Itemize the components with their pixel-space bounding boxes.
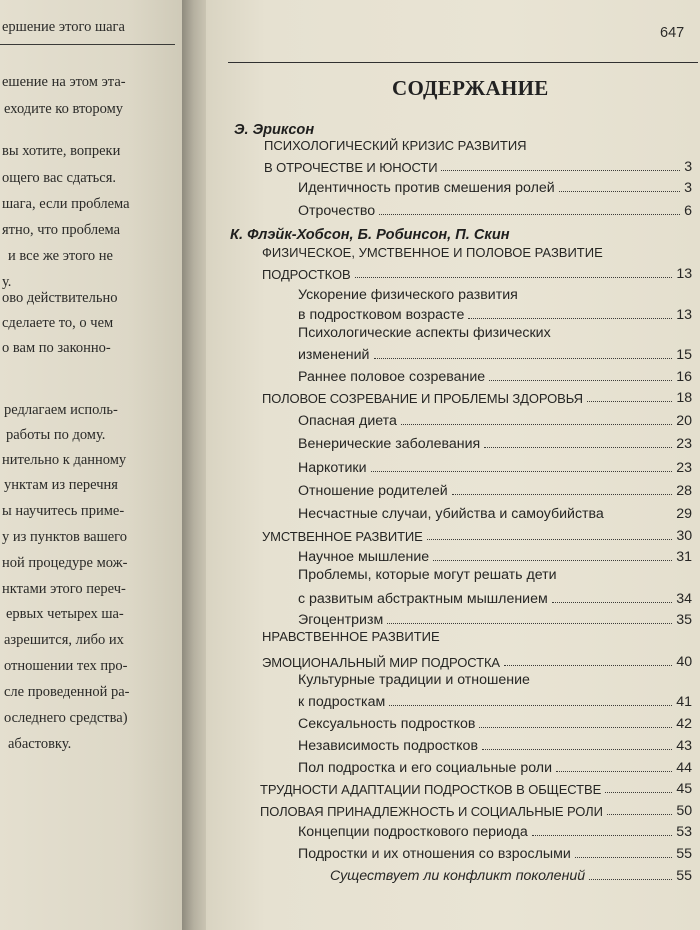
toc-entry bbox=[298, 479, 692, 499]
toc-page: 3 bbox=[684, 180, 692, 196]
toc-page: 13 bbox=[676, 307, 692, 323]
toc-entry bbox=[298, 842, 692, 862]
toc-entry-label: Пол подростка и его социальные роли bbox=[298, 760, 553, 776]
toc-entry bbox=[264, 155, 692, 175]
toc-entry-label: Подростки и их отношения со взрослыми bbox=[298, 846, 571, 862]
dot-leader bbox=[552, 602, 672, 603]
toc-entry-label: ПОДРОСТКОВ bbox=[262, 267, 351, 282]
toc-entry-label: Наркотики bbox=[298, 460, 367, 476]
toc-entry bbox=[262, 262, 692, 282]
toc-page: 41 bbox=[676, 694, 692, 710]
toc-entry bbox=[298, 432, 692, 452]
toc-page: 35 bbox=[676, 612, 692, 628]
toc-entry bbox=[262, 524, 692, 544]
dot-leader bbox=[374, 358, 673, 359]
toc-entry-label: ЭМОЦИОНАЛЬНЫЙ МИР ПОДРОСТКА bbox=[262, 655, 500, 670]
toc-entry-label: Опасная диета bbox=[298, 413, 397, 429]
dot-leader bbox=[587, 401, 673, 402]
left-text-line: нительно к данному bbox=[2, 452, 127, 468]
toc-entry bbox=[262, 650, 692, 670]
toc-entry-label: Существует ли конфликт поколений bbox=[330, 868, 586, 884]
toc-entry-label: в подростковом возрасте bbox=[298, 307, 465, 323]
toc-page: 23 bbox=[676, 460, 692, 476]
left-text-line: ово действительно bbox=[2, 290, 118, 306]
dot-leader bbox=[355, 277, 673, 278]
toc-entry-label: Независимость подростков bbox=[298, 738, 478, 754]
toc-page: 31 bbox=[676, 549, 692, 565]
left-text-line: сделаете то, о чем bbox=[2, 315, 114, 331]
toc-entry bbox=[298, 365, 692, 385]
dot-leader bbox=[371, 471, 673, 472]
toc-entry-label: Психологические аспекты физических bbox=[298, 325, 551, 341]
left-text-line: отношении тех про- bbox=[4, 658, 128, 674]
dot-leader bbox=[605, 792, 672, 793]
toc-entry-label: Эгоцентризм bbox=[298, 612, 384, 628]
left-text-line: у из пунктов вашего bbox=[2, 529, 128, 545]
dot-leader bbox=[468, 318, 672, 319]
toc-entry bbox=[298, 545, 692, 565]
page-number: 647 bbox=[660, 25, 685, 41]
dot-leader bbox=[559, 191, 680, 192]
left-text-line: работы по дому. bbox=[6, 427, 106, 443]
toc-entry bbox=[262, 386, 692, 406]
toc-entry-label: Раннее половое созревание bbox=[298, 369, 486, 385]
left-text-line: ной процедуре мож- bbox=[2, 555, 128, 571]
dot-leader bbox=[479, 727, 672, 728]
toc-entry bbox=[298, 690, 692, 710]
toc-entry-label: Проблемы, которые могут решать дети bbox=[298, 567, 557, 583]
toc-page: 55 bbox=[676, 846, 692, 862]
dot-leader bbox=[607, 814, 673, 815]
toc-section-heading: ПСИХОЛОГИЧЕСКИЙ КРИЗИС РАЗВИТИЯ bbox=[264, 138, 527, 153]
left-text-line: сле проведенной ра- bbox=[4, 684, 130, 700]
toc-entry-label: Отношение родителей bbox=[298, 483, 448, 499]
left-text-line: абастовку. bbox=[8, 736, 72, 752]
left-page bbox=[0, 0, 182, 930]
toc-page: 50 bbox=[676, 803, 692, 819]
toc-section-heading: ФИЗИЧЕСКОЕ, УМСТВЕННОЕ И ПОЛОВОЕ РАЗВИТИЕ bbox=[262, 245, 603, 260]
toc-entry bbox=[298, 756, 692, 776]
left-text-line: азрешится, либо их bbox=[4, 632, 124, 648]
dot-leader bbox=[401, 424, 672, 425]
toc-entry bbox=[298, 343, 692, 363]
toc-page: 13 bbox=[676, 266, 692, 282]
toc-entry-label: Сексуальность подростков bbox=[298, 716, 476, 732]
dot-leader bbox=[504, 665, 672, 666]
toc-entry bbox=[298, 303, 692, 323]
toc-entry bbox=[260, 777, 692, 797]
toc-page: 34 bbox=[676, 591, 692, 607]
toc-page: 44 bbox=[676, 760, 692, 776]
toc-entry-label: ПОЛОВАЯ ПРИНАДЛЕЖНОСТЬ И СОЦИАЛЬНЫЕ РОЛИ bbox=[260, 804, 603, 819]
toc-page: 42 bbox=[676, 716, 692, 732]
toc-page: 53 bbox=[676, 824, 692, 840]
toc-entry-label: В ОТРОЧЕСТВЕ И ЮНОСТИ bbox=[264, 160, 438, 175]
toc-entry-label: изменений bbox=[298, 347, 370, 363]
toc-entry-label: Несчастные случаи, убийства и самоубийства bbox=[298, 506, 604, 522]
toc-page: 6 bbox=[684, 203, 692, 219]
dot-leader bbox=[575, 857, 672, 858]
toc-entry-label: Научное мышление bbox=[298, 549, 430, 565]
dot-leader bbox=[452, 494, 673, 495]
toc-page: 43 bbox=[676, 738, 692, 754]
toc-entry-label: Венерические заболевания bbox=[298, 436, 481, 452]
toc-entry bbox=[330, 864, 692, 884]
toc-entry bbox=[298, 712, 692, 732]
toc-entry bbox=[298, 587, 692, 607]
toc-entry-label: Ускорение физического развития bbox=[298, 287, 518, 303]
dot-leader bbox=[482, 749, 672, 750]
left-text-line: и все же этого не bbox=[8, 248, 113, 264]
left-text-line: ешение на этом эта- bbox=[2, 74, 126, 90]
left-text-line: шага, если проблема bbox=[2, 196, 130, 212]
toc-author: К. Флэйк-Хобсон, Б. Робинсон, П. Скин bbox=[230, 227, 510, 243]
left-text-line: у. bbox=[2, 274, 12, 290]
left-text-line: ятно, что проблема bbox=[2, 222, 121, 238]
left-text-line: оследнего средства) bbox=[4, 710, 128, 726]
toc-page: 55 bbox=[676, 868, 692, 884]
dot-leader bbox=[389, 705, 672, 706]
toc-title: СОДЕРЖАНИЕ bbox=[392, 76, 549, 100]
toc-page: 16 bbox=[676, 369, 692, 385]
toc-page: 45 bbox=[676, 781, 692, 797]
toc-page: 3 bbox=[684, 159, 692, 175]
dot-leader bbox=[433, 560, 672, 561]
book-gutter bbox=[182, 0, 208, 930]
toc-entry bbox=[298, 409, 692, 429]
toc-entry-label: Отрочество bbox=[298, 203, 376, 219]
left-text-line: редлагаем исполь- bbox=[4, 402, 118, 418]
toc-page: 28 bbox=[676, 483, 692, 499]
dot-leader bbox=[379, 214, 680, 215]
toc-entry bbox=[298, 456, 692, 476]
toc-entry bbox=[298, 734, 692, 754]
dot-leader bbox=[484, 447, 672, 448]
dot-leader bbox=[387, 623, 672, 624]
toc-entry-label: Идентичность против смешения ролей bbox=[298, 180, 555, 196]
dot-leader bbox=[489, 380, 672, 381]
right-page bbox=[206, 0, 700, 930]
toc-entry-label: с развитым абстрактным мышлением bbox=[298, 591, 548, 607]
toc-section-heading: НРАВСТВЕННОЕ РАЗВИТИЕ bbox=[262, 629, 440, 644]
left-text-line: еходите ко второму bbox=[4, 101, 124, 117]
left-text-line: ощего вас сдаться. bbox=[2, 170, 117, 186]
toc-entry-label: Культурные традиции и отношение bbox=[298, 672, 530, 688]
toc-entry bbox=[298, 176, 692, 196]
left-text-line: о вам по законно- bbox=[2, 340, 111, 356]
left-header-rule bbox=[0, 44, 175, 45]
toc-page: 23 bbox=[676, 436, 692, 452]
toc-page: 30 bbox=[676, 528, 692, 544]
toc-entry bbox=[260, 799, 692, 819]
toc-entry bbox=[298, 608, 692, 628]
toc-author: Э. Эриксон bbox=[234, 122, 315, 138]
dot-leader bbox=[556, 771, 672, 772]
toc-entry bbox=[298, 502, 692, 522]
toc-entry-label: Концепции подросткового периода bbox=[298, 824, 528, 840]
toc-entry-label: УМСТВЕННОЕ РАЗВИТИЕ bbox=[262, 529, 423, 544]
toc-entry bbox=[298, 199, 692, 219]
toc-page: 18 bbox=[676, 390, 692, 406]
toc-page: 40 bbox=[676, 654, 692, 670]
dot-leader bbox=[532, 835, 673, 836]
dot-leader bbox=[441, 170, 680, 171]
dot-leader bbox=[427, 539, 673, 540]
toc-page: 15 bbox=[676, 347, 692, 363]
toc-entry-label: к подросткам bbox=[298, 694, 386, 710]
toc-page: 20 bbox=[676, 413, 692, 429]
dot-leader bbox=[589, 879, 672, 880]
toc-entry-label: ПОЛОВОЕ СОЗРЕВАНИЕ И ПРОБЛЕМЫ ЗДОРОВЬЯ bbox=[262, 391, 583, 406]
left-text-line: вы хотите, вопреки bbox=[2, 143, 121, 159]
table-of-contents bbox=[206, 0, 700, 930]
toc-entry bbox=[298, 820, 692, 840]
left-text-line: ы научитесь приме- bbox=[2, 503, 125, 519]
toc-page: 29 bbox=[676, 506, 692, 522]
left-text-line: ершение этого шага bbox=[2, 19, 125, 35]
left-text-line: ервых четырех ша- bbox=[6, 606, 124, 622]
left-text-line: унктам из перечня bbox=[4, 477, 118, 493]
toc-entry-label: ТРУДНОСТИ АДАПТАЦИИ ПОДРОСТКОВ В ОБЩЕСТВЕ bbox=[260, 782, 602, 797]
left-text-line: нктами этого переч- bbox=[2, 581, 126, 597]
